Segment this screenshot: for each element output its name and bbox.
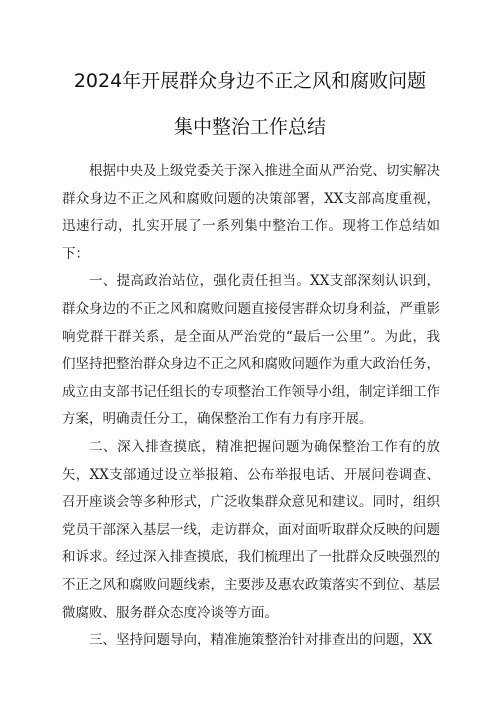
document-body [62, 158, 440, 655]
paragraph-section-3: 三、坚持问题导向，精准施策整治针对排查出的问题，XX [89, 632, 433, 649]
paragraph-intro: 根据中央及上级党委关于深入推进全面从严治党、切实解决群众身边不正之风和腐败问题的决策部署，XX支部高度重视，迅速行动，扎实开展了一系列集中整治工作。现将工作总结如下： [62, 163, 440, 262]
document-title-line-1: 2024年开展群众身边不正之风和腐败问题 [73, 70, 427, 92]
paragraph-section-1: 一、提高政治站位，强化责任担当。XX支部深刻认识到，群众身边的不正之风和腐败问题直接侵害群众切身利益，严重影响党群干群关系，是全面从严治党的“最后一公里”。为此，我们坚持把整治群众身边不正之风和腐败问题作为重大政治任务，成立由支部书记任组长的专项整治工作领导小组，制定详细工作方案，明确责任分工，确保整治工作有力有序开展。 [62, 273, 440, 428]
document-title-line-2: 集中整治工作总结 [173, 116, 326, 138]
paragraph-section-2: 二、深入排查摸底，精准把握问题为确保整治工作有的放矢，XX支部通过设立举报箱、公布举报电话、开展问卷调查、召开座谈会等多种形式，广泛收集群众意见和建议。同时，组织党员干部深入基层一线，走访群众，面对面听取群众反映的问题和诉求。经过深入排查摸底，我们梳理出了一批群众反映强烈的不正之风和腐败问题线索，主要涉及惠农政策落实不到位、基层微腐败、服务群众态度冷谈等方面。 [62, 438, 440, 621]
